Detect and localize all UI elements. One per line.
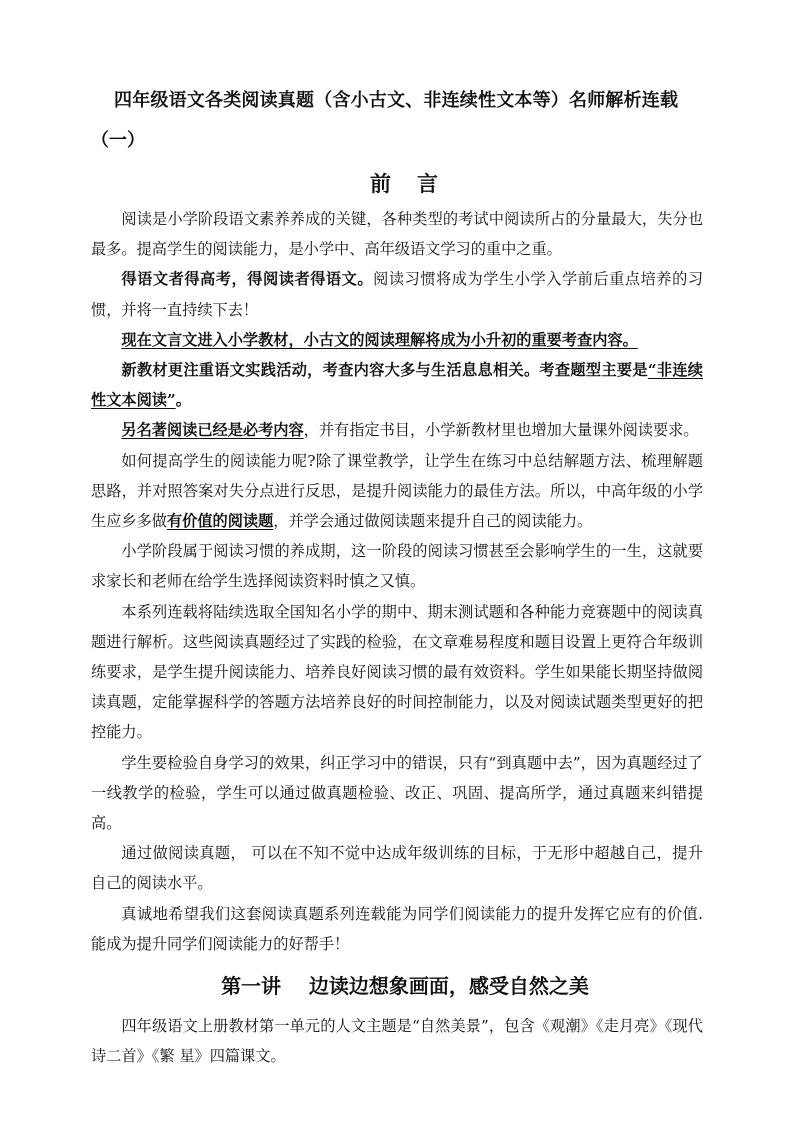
paragraph: 通过做阅读真题， 可以在不知不觉中达成年级训练的目标，于无形中超越自己，提升自己的阅读水平。 (91, 844, 703, 893)
paragraph (91, 355, 703, 415)
paragraph (91, 415, 703, 445)
text: ，并学会通过做阅读题来提升自己的阅读能力。 (273, 512, 593, 531)
document-title-part: （一） (91, 130, 145, 151)
underlined-text: “非连续性文本阅读” (91, 361, 703, 410)
underlined-bold-text: 现在文言文进入小学教材，小古文的阅读理解将成为小升初的重要考查内容。 (121, 330, 638, 349)
paragraph (91, 446, 703, 537)
paragraph: 本系列连载将陆续选取全国知名小学的期中、期末测试题和各种能力竞赛题中的阅读真题进行解析。这些阅读真题经过了实践的检验，在文章难易程度和题目设置上更符合年级训练要求，是学生提升阅读能力、培养良好阅读习惯的最有效资料。学生如果能长期坚持做阅读真题，定能掌握科学的答题方法培养良好的时间控制能力，以及对阅读试题类型更好的把控能力。 (91, 602, 703, 742)
lecture-body (91, 1011, 703, 1071)
paragraph: 学生要检验自身学习的效果，纠正学习中的错误，只有“到真题中去”，因为真题经过了一线教学的检验，学生可以通过做真题检验、改正、巩固、提高所学，通过真题来纠错提高。 (91, 753, 703, 833)
text: 新教材更注重语文实践活动，考查内容大多与生活息息相关。考查题型主要是 (121, 361, 648, 380)
bold-text: 得语文者得高考，得阅读者得语文。 (121, 270, 374, 289)
paragraph (91, 325, 703, 355)
paragraph: 四年级语文上册教材第一单元的人文主题是“自然美景”，包含《观潮》《走月亮》《现代诗二首》《繁 星》四篇课文。 (91, 1017, 703, 1066)
lecture-heading: 第一讲 边读边想象画面，感受自然之美 (221, 974, 589, 998)
text: ，并有指定书目，小学新教材里也增加大量课外阅读要求。 (303, 421, 699, 440)
paragraph (91, 264, 703, 324)
paragraph: 阅读是小学阶段语文素养养成的关键，各种类型的考试中阅读所占的分量最大，失分也最多。提高学生的阅读能力，是小学中、高年级语文学习的重中之重。 (91, 210, 703, 259)
paragraph: 小学阶段属于阅读习惯的养成期，这一阶段的阅读习惯甚至会影响学生的一生，这就要求家长和老师在给学生选择阅读资料时慎之又慎。 (91, 542, 703, 591)
text: 如何提高学生的阅读能力呢?除了课堂教学，让学生在练习中总结解题方法、梳理解题思路，并对照答案对失分点进行反思，是提升阅读能力的最佳方法。所以，中高年级的小学生应乡多做 (91, 451, 703, 531)
paragraph: 真诚地希望我们这套阅读真题系列连载能为同学们阅读能力的提升发挥它应有的价值.能成为提升同学们阅读能力的好帮手！ (91, 904, 703, 953)
preface-body (91, 204, 703, 959)
text: 阅读习惯将成为学生小学入学前后重点培养的习惯，并将一直持续下去！ (91, 270, 704, 319)
underlined-bold-text: 有价值的阅读题 (166, 512, 274, 531)
preface-heading: 前言 (370, 171, 464, 196)
text: 。 (175, 391, 191, 410)
underlined-bold-text: 另名著阅读已经是必考内容 (121, 421, 304, 440)
document-title: 四年级语文各类阅读真题（含小古文、非连续性文本等）名师解析连载 (114, 90, 679, 111)
